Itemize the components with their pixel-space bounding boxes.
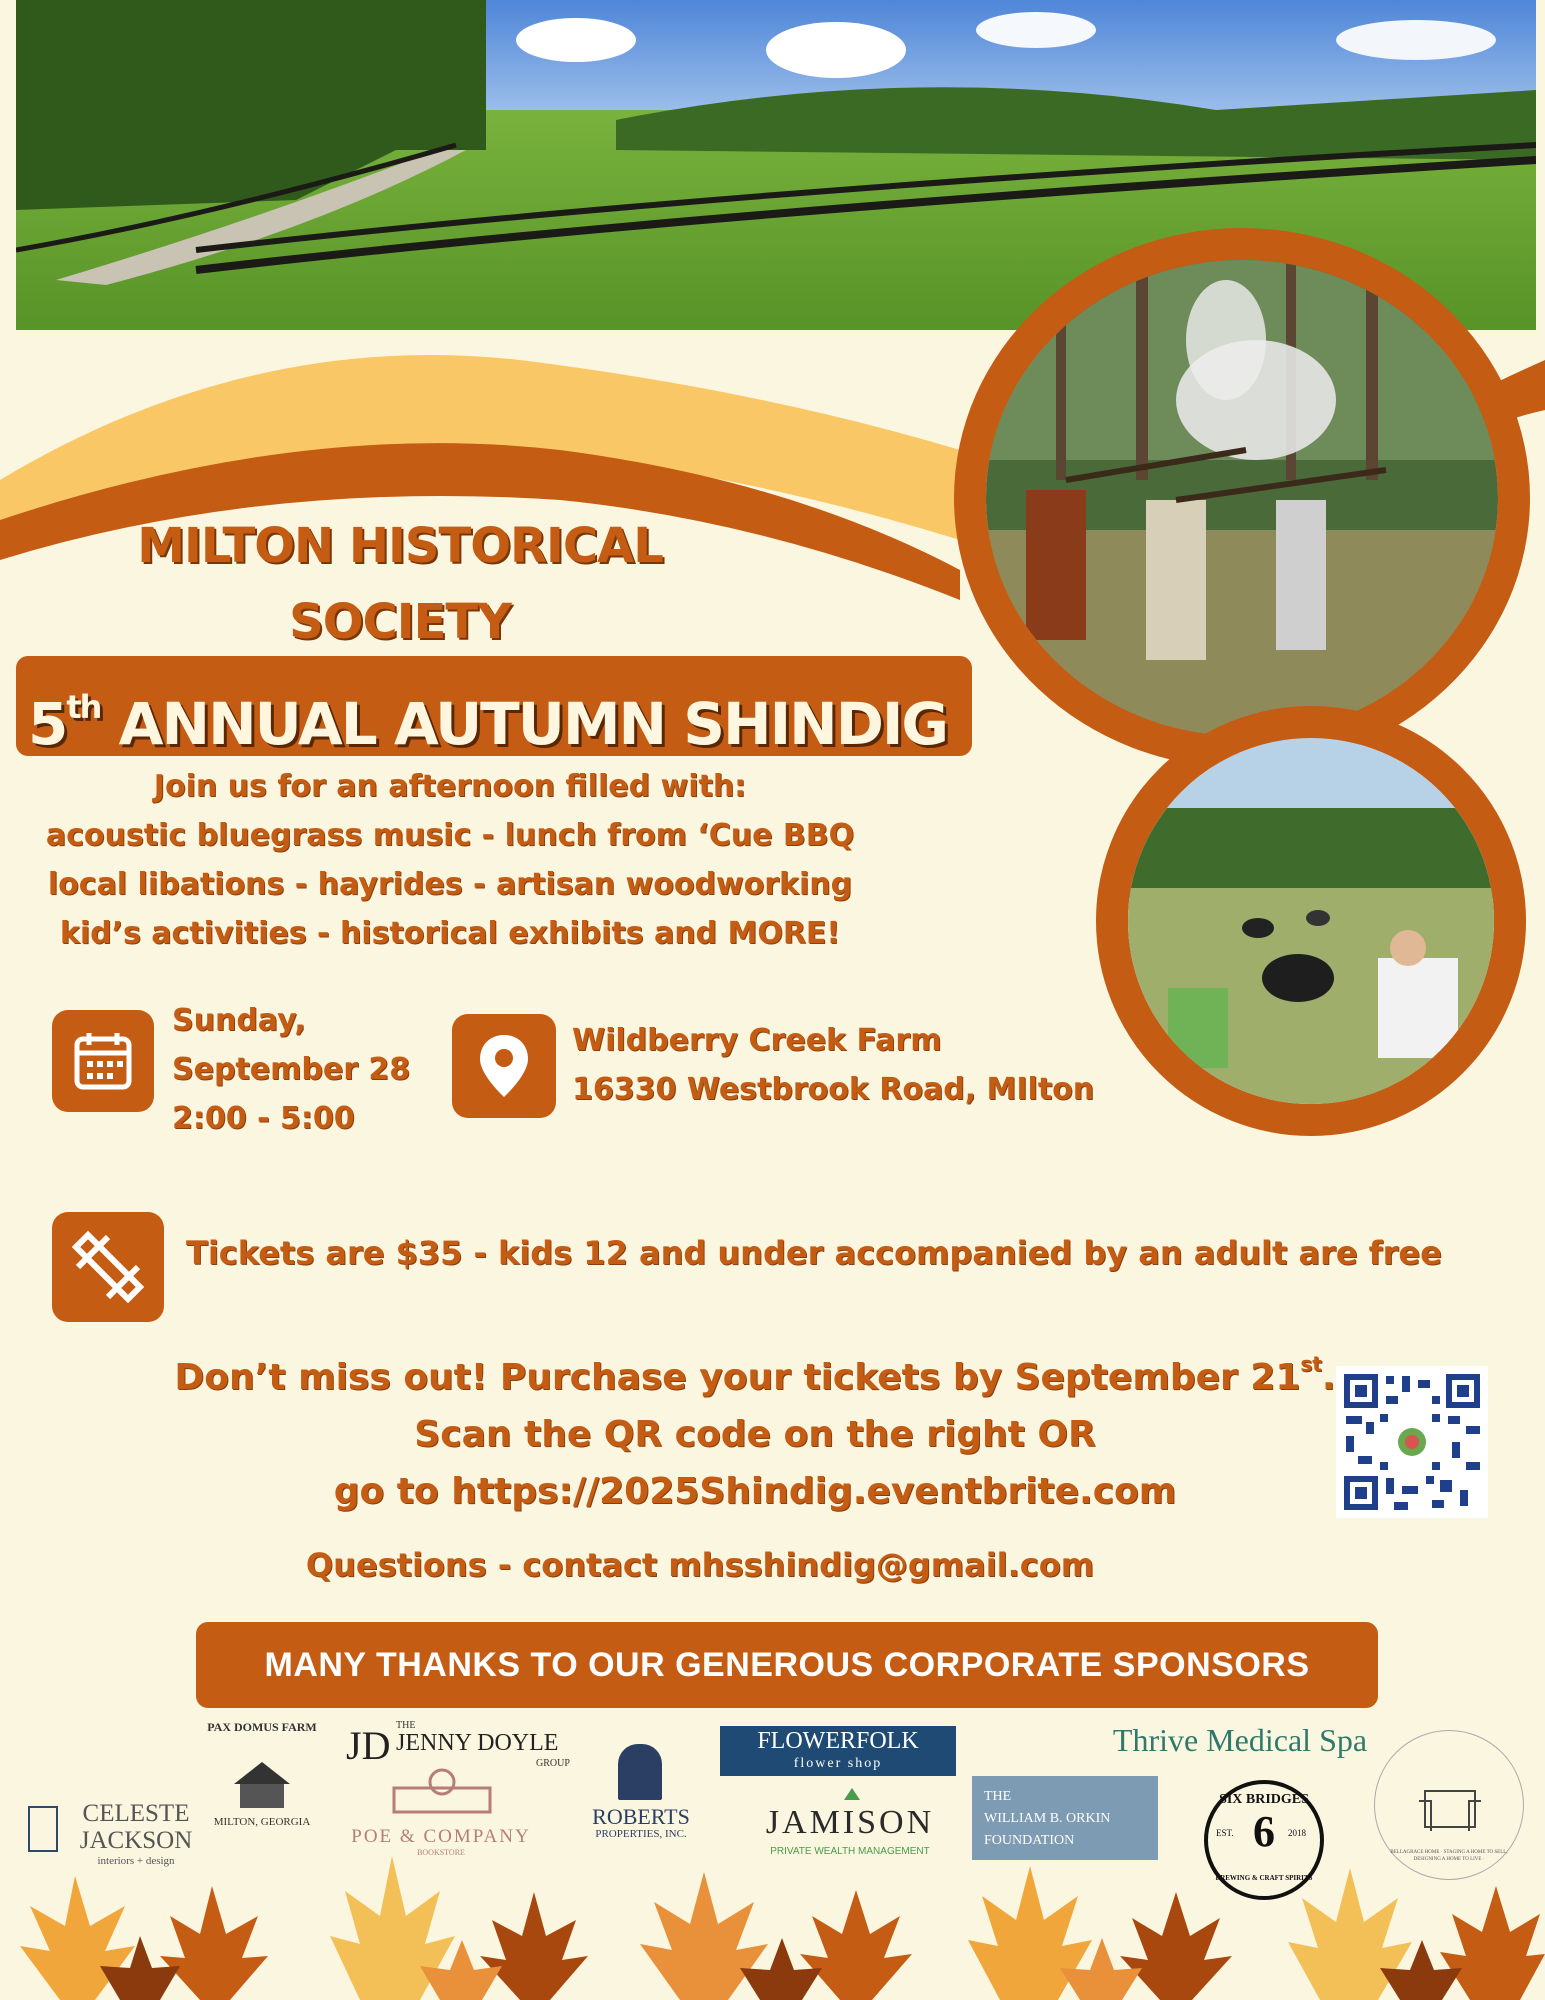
poe-name: POE & COMPANY — [351, 1826, 531, 1847]
cta-line1-text: Don’t miss out! Purchase your tickets by September 21 — [174, 1357, 1301, 1398]
orkin-line1: THE — [984, 1789, 1012, 1804]
jenny-the: THE — [396, 1720, 416, 1731]
celeste-tagline: interiors + design — [97, 1855, 175, 1867]
roberts-name: ROBERTS — [592, 1804, 690, 1829]
ticket-icon — [52, 1212, 164, 1322]
jenny-name: JENNY DOYLE — [396, 1730, 559, 1756]
ticket-price: Tickets are $35 - kids 12 and under accompanied by an adult are free — [186, 1234, 1442, 1272]
sponsor-flowerfolk[interactable] — [720, 1726, 956, 1776]
flowerfolk-name: FLOWERFOLK — [757, 1728, 919, 1754]
event-title — [28, 666, 968, 758]
pax-top: PAX DOMUS FARM — [207, 1720, 317, 1734]
six-bridges-top: SIX BRIDGES — [1219, 1792, 1309, 1807]
event-date — [172, 996, 410, 1143]
qr-code[interactable] — [1336, 1366, 1488, 1518]
jenny-group: GROUP — [536, 1758, 570, 1769]
contact-info: Questions - contact mhsshindig@gmail.com — [305, 1546, 1095, 1584]
book-rose-icon — [338, 1766, 544, 1816]
cta-line3[interactable]: go to https://2025Shindig.eventbrite.com — [333, 1471, 1177, 1512]
poe-sub: BOOKSTORE — [417, 1848, 465, 1857]
six-bridges-numeral-icon: 6 — [1253, 1807, 1275, 1856]
call-to-action — [160, 1336, 1350, 1520]
sponsor-roberts-properties[interactable] — [580, 1744, 702, 1848]
musket-reenactment-photo — [954, 228, 1530, 768]
cta-line2: Scan the QR code on the right OR — [414, 1414, 1096, 1455]
event-ordinal-suffix: th — [66, 688, 101, 726]
intro-line: acoustic bluegrass music - lunch from ‘Cue BBQ — [45, 818, 855, 853]
farm-cows-photo — [1096, 706, 1526, 1136]
six-bridges-year: 2018 — [1288, 1828, 1306, 1838]
intro-line: Join us for an afternoon filled with: — [153, 769, 747, 804]
cta-line1-sup: st — [1300, 1352, 1322, 1376]
jamison-name: JAMISON — [765, 1804, 935, 1841]
intro-line: local libations - hayrides - artisan woodworking — [47, 867, 853, 902]
org-name-line1: MILTON HISTORICAL — [137, 518, 663, 574]
roberts-sub: PROPERTIES, INC. — [595, 1828, 687, 1840]
venue-name: Wildberry Creek Farm — [572, 1023, 942, 1058]
jenny-monogram-icon: JD — [346, 1723, 391, 1768]
calendar-icon — [52, 1010, 154, 1112]
org-name-line2: SOCIETY — [289, 594, 511, 650]
celeste-name2: JACKSON — [79, 1827, 193, 1854]
flowerfolk-sub: flower shop — [793, 1756, 883, 1771]
autumn-leaves-border — [0, 1836, 1545, 2000]
event-date-value: September 28 — [172, 1052, 411, 1087]
map-pin-icon — [452, 1014, 556, 1118]
jamison-sub: PRIVATE WEALTH MANAGEMENT — [770, 1846, 930, 1857]
cta-line1-end: . — [1321, 1357, 1336, 1398]
sponsor-pax-domus-farm[interactable] — [200, 1718, 324, 1842]
event-day: Sunday, — [172, 1003, 306, 1038]
celeste-name1: CELESTE — [82, 1800, 190, 1827]
venue-address: 16330 Westbrook Road, MIlton — [572, 1072, 1095, 1107]
six-bridges-bottom: BREWING & CRAFT SPIRITS — [1215, 1874, 1313, 1882]
event-location — [572, 1016, 1094, 1114]
event-ordinal: 5 — [28, 690, 67, 758]
pax-bottom: MILTON, GEORGIA — [213, 1816, 311, 1828]
orkin-line2: WILLIAM B. ORKIN — [984, 1811, 1111, 1826]
intro-text — [20, 762, 880, 958]
intro-line: kid’s activities - historical exhibits and MORE! — [59, 916, 841, 951]
roberts-r-icon — [618, 1744, 662, 1800]
event-time: 2:00 - 5:00 — [172, 1101, 355, 1136]
bellagrace-ring-text: BELLAGRACE HOME · STAGING A HOME TO SELL, DESIGNING A HOME TO LIVE · — [1390, 1850, 1508, 1862]
orkin-line3: FOUNDATION — [984, 1833, 1075, 1848]
cta-line1 — [160, 1336, 1350, 1406]
jamison-triangle-icon — [844, 1788, 860, 1800]
sponsors-banner: MANY THANKS TO OUR GENEROUS CORPORATE SPONSORS — [196, 1622, 1378, 1708]
event-title-text: ANNUAL AUTUMN SHINDIG — [118, 690, 948, 758]
sponsor-thrive-medical-spa[interactable] — [1100, 1720, 1380, 1770]
thrive-name: Thrive Medical Spa — [1112, 1722, 1368, 1758]
six-bridges-est: EST. — [1216, 1828, 1234, 1838]
